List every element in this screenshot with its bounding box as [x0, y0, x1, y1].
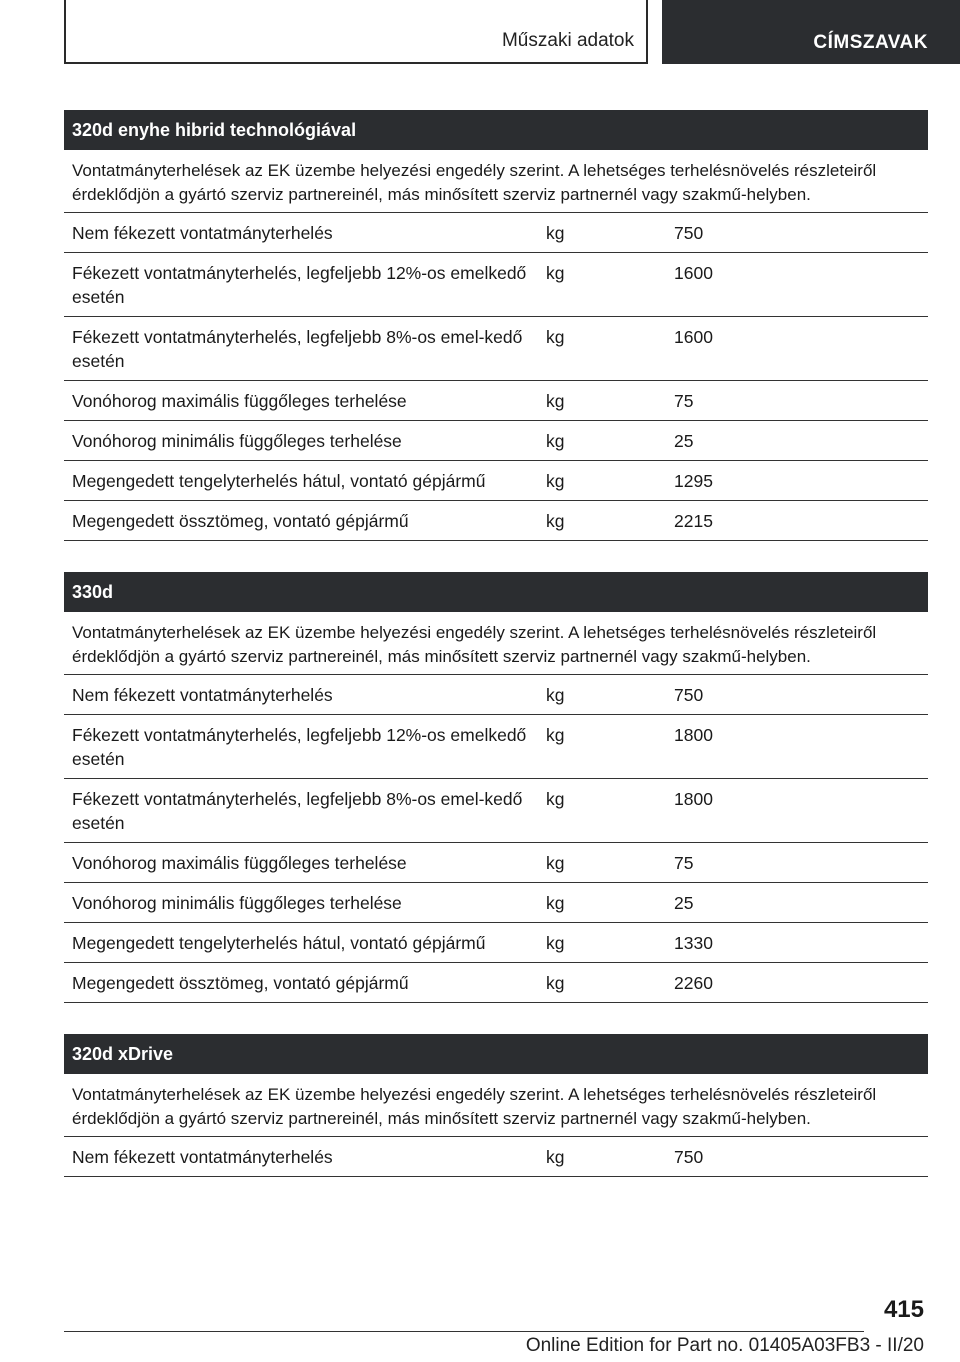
table-row	[64, 923, 928, 963]
row-unit: kg	[546, 431, 565, 451]
header-chapter-title[interactable]: CÍMSZAVAK	[813, 32, 928, 53]
table-row	[64, 1137, 928, 1177]
row-label: Megengedett össztömeg, vontató gépjármű	[72, 511, 409, 531]
table-row	[64, 381, 928, 421]
footer-edition: Online Edition for Part no. 01405A03FB3 - II/20	[525, 1335, 924, 1356]
row-unit: kg	[546, 391, 565, 411]
table-note: Vontatmányterhelések az EK üzembe helyezési engedély szerint. A lehetséges terhelésnövelés részleteiről érdeklődjön a gyártó szerviz partnereinél, más minősített szerviz partnernél vagy szakmű-helyben.	[64, 1074, 928, 1137]
row-value: 2215	[674, 511, 713, 531]
row-label: Vonóhorog maximális függőleges terhelése	[72, 853, 407, 873]
row-label: Megengedett össztömeg, vontató gépjármű	[72, 973, 409, 993]
row-label: Fékezett vontatmányterhelés, legfeljebb 8%-os emel-kedő esetén	[72, 789, 523, 833]
row-value: 75	[674, 853, 694, 873]
row-unit: kg	[546, 263, 565, 283]
row-value: 75	[674, 391, 694, 411]
table-row	[64, 843, 928, 883]
row-unit: kg	[546, 853, 565, 873]
row-label: Fékezett vontatmányterhelés, legfeljebb 12%-os emelkedő esetén	[72, 263, 527, 307]
table-row	[64, 779, 928, 843]
spec-table	[64, 1034, 928, 1177]
table-row	[64, 963, 928, 1003]
header-section-title: Műszaki adatok	[501, 30, 634, 51]
row-value: 1600	[674, 327, 713, 347]
row-unit: kg	[546, 685, 565, 705]
row-value: 1800	[674, 725, 713, 745]
table-row	[64, 213, 928, 253]
table-title: 330d	[64, 572, 928, 612]
table-row	[64, 461, 928, 501]
table-row	[64, 317, 928, 381]
row-value: 750	[674, 223, 704, 243]
row-value: 1600	[674, 263, 713, 283]
row-value: 25	[674, 431, 694, 451]
row-value: 25	[674, 893, 694, 913]
spec-table	[64, 110, 928, 541]
row-label: Nem fékezett vontatmányterhelés	[72, 1147, 333, 1167]
page-number: 415	[883, 1296, 924, 1323]
row-label: Megengedett tengelyterhelés hátul, vontató gépjármű	[72, 933, 486, 953]
row-unit: kg	[546, 223, 565, 243]
row-label: Vonóhorog maximális függőleges terhelése	[72, 391, 407, 411]
table-row	[64, 501, 928, 541]
table-row	[64, 421, 928, 461]
row-label: Nem fékezett vontatmányterhelés	[72, 223, 333, 243]
row-value: 1800	[674, 789, 713, 809]
row-value: 2260	[674, 973, 713, 993]
header-section-tab	[64, 0, 648, 64]
table-row	[64, 675, 928, 715]
table-row	[64, 883, 928, 923]
row-unit: kg	[546, 789, 565, 809]
row-unit: kg	[546, 1147, 565, 1167]
row-unit: kg	[546, 327, 565, 347]
spec-tables	[64, 110, 928, 1208]
row-unit: kg	[546, 471, 565, 491]
row-label: Fékezett vontatmányterhelés, legfeljebb 8%-os emel-kedő esetén	[72, 327, 523, 371]
row-unit: kg	[546, 933, 565, 953]
header-chapter-tab[interactable]	[662, 0, 960, 64]
footer-divider	[64, 1331, 864, 1332]
table-row	[64, 253, 928, 317]
row-label: Megengedett tengelyterhelés hátul, vontató gépjármű	[72, 471, 486, 491]
table-note: Vontatmányterhelések az EK üzembe helyezési engedély szerint. A lehetséges terhelésnövelés részleteiről érdeklődjön a gyártó szerviz partnereinél, más minősített szerviz partnernél vagy szakmű-helyben.	[64, 150, 928, 213]
row-value: 750	[674, 1147, 704, 1167]
row-value: 1295	[674, 471, 713, 491]
row-unit: kg	[546, 511, 565, 531]
row-label: Nem fékezett vontatmányterhelés	[72, 685, 333, 705]
table-note: Vontatmányterhelések az EK üzembe helyezési engedély szerint. A lehetséges terhelésnövelés részleteiről érdeklődjön a gyártó szerviz partnereinél, más minősített szerviz partnernél vagy szakmű-helyben.	[64, 612, 928, 675]
row-unit: kg	[546, 893, 565, 913]
row-label: Fékezett vontatmányterhelés, legfeljebb 12%-os emelkedő esetén	[72, 725, 527, 769]
table-title: 320d enyhe hibrid technológiával	[64, 110, 928, 150]
row-label: Vonóhorog minimális függőleges terhelése	[72, 431, 402, 451]
table-row	[64, 715, 928, 779]
row-unit: kg	[546, 725, 565, 745]
row-unit: kg	[546, 973, 565, 993]
table-title: 320d xDrive	[64, 1034, 928, 1074]
row-value: 1330	[674, 933, 713, 953]
row-label: Vonóhorog minimális függőleges terhelése	[72, 893, 402, 913]
spec-table	[64, 572, 928, 1003]
row-value: 750	[674, 685, 704, 705]
